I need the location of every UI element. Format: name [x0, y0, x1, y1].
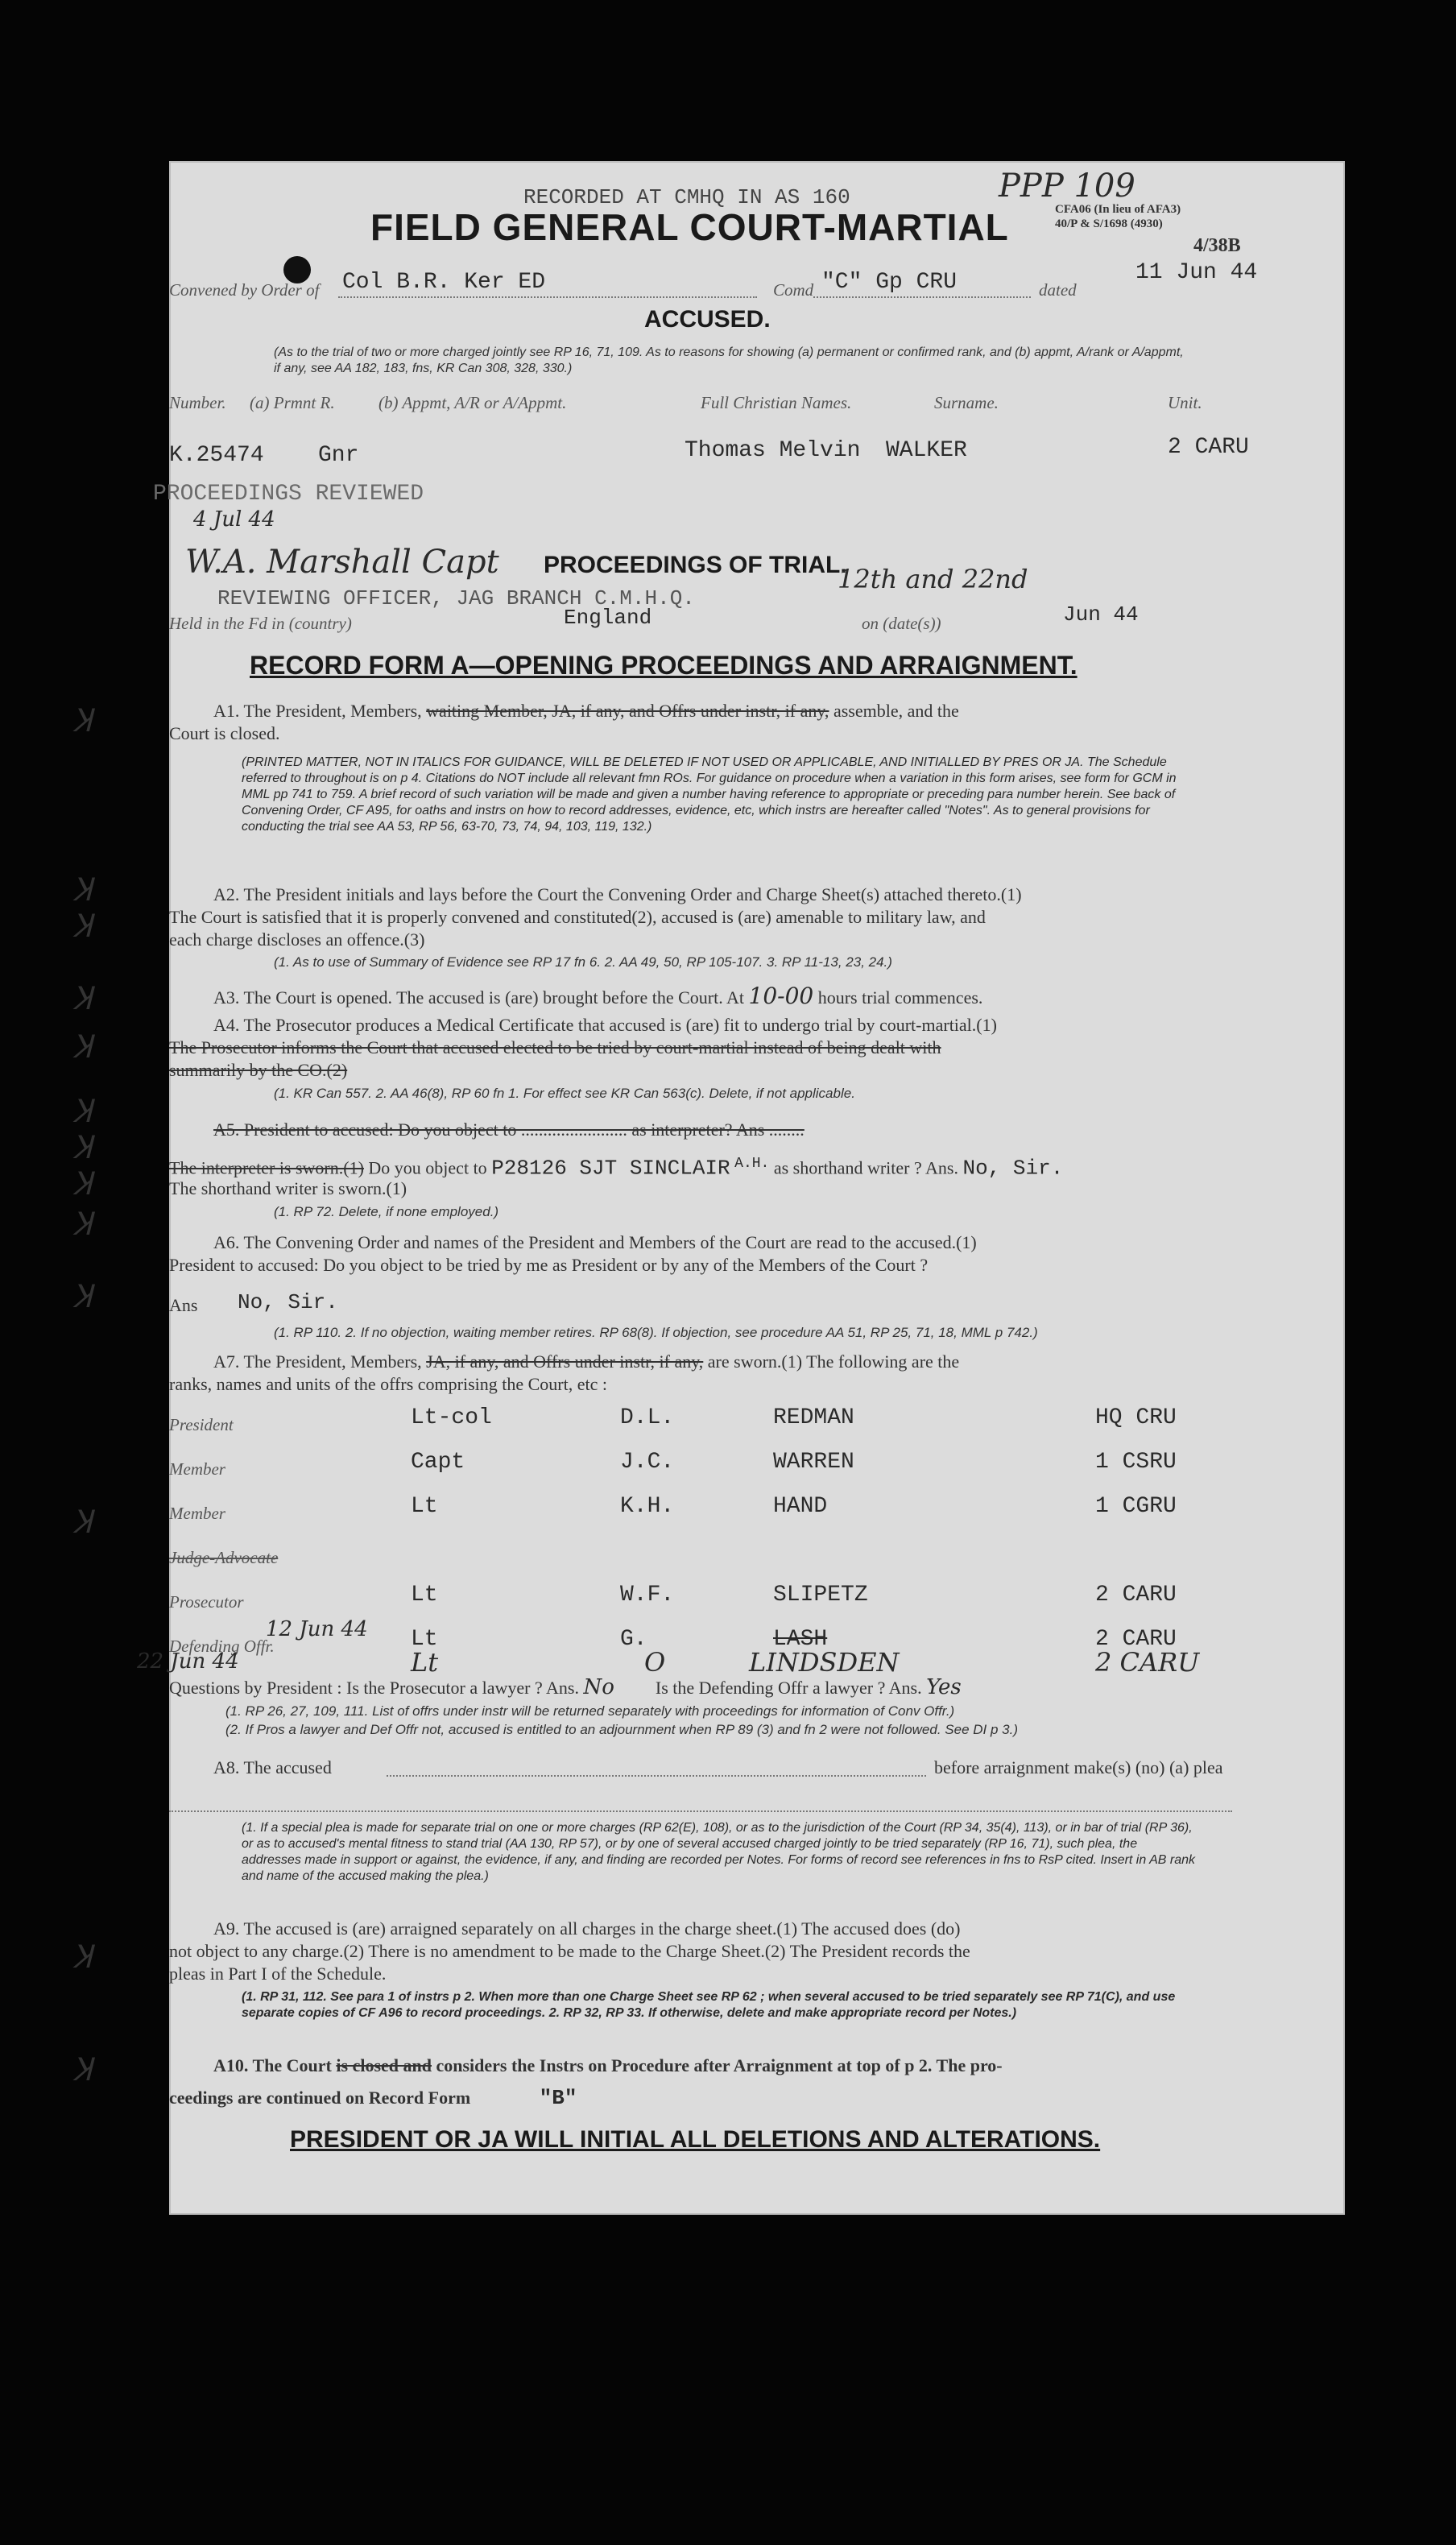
margin-mark: Ʞ [72, 1028, 93, 1066]
margin-mark: Ʞ [72, 1165, 93, 1202]
col-surname: Surname. [934, 393, 999, 412]
a1-line1: A1. The President, Members, waiting Member, JA, if any, and Offrs under instr, if any, assemble, and the [213, 701, 959, 721]
form-number: 4/38B [1193, 235, 1241, 256]
a8-dotline [387, 1775, 926, 1777]
review-date: 4 Jul 44 [193, 507, 275, 532]
form-title: FIELD GENERAL COURT-MARTIAL [370, 206, 1009, 248]
held-label: Held in the Fd in (country) [169, 614, 352, 633]
trial-start-time: 10-00 [748, 983, 814, 1009]
a2-line2: The Court is satisfied that it is properly convened and constituted(2), accused is (are) amenable to military law, and [169, 907, 986, 927]
prosecutor-lawyer-answer: No [583, 1675, 614, 1699]
a8-note: (1. If a special plea is made for separate trial on one or more charges (RP 62(E), 108), or as to the jurisdiction of the Court (RP 34, 35(4), 113), or in bar of trial (RP 36), or as to accused's mental fitness to stand trial (AA 130, RP 57), or by one of several accused charged jointly to be tried separately (RP 16, 71), such plea, the addresses made in support or against, the evidence, if any, and finding are recorded per Notes. For forms of record see references in fns to RsP cited. Insert in AB rank and name of the accused making the plea.) [242, 1821, 1196, 1883]
margin-mark: Ʞ [72, 1129, 93, 1166]
margin-mark: Ʞ [72, 1939, 93, 1976]
col-appmt: (b) Appmt, A/R or A/Appmt. [378, 393, 567, 412]
defending-amend-date: 12 Jun 44 [266, 1617, 368, 1641]
col-unit: Unit. [1168, 393, 1202, 412]
a8-line-post: before arraignment make(s) (no) (a) plea [934, 1757, 1223, 1777]
accused-heading: ACCUSED. [644, 306, 771, 333]
a4-line3: summarily by the CO.(2) [169, 1060, 348, 1080]
margin-mark: Ʞ [72, 1278, 93, 1315]
a10-line2: ceedings are continued on Record Form "B" [169, 2086, 577, 2110]
command: "C" Gp CRU [821, 270, 958, 295]
a10-line1: A10. The Court is closed and considers the Instrs on Procedure after Arraignment at top of p 2. The pro- [213, 2055, 1003, 2075]
amend-rank: Lt [411, 1647, 439, 1678]
on-label: on (date(s)) [862, 614, 941, 633]
col-names: Full Christian Names. [701, 393, 852, 412]
left-amend-date: 22 Jun 44 [137, 1649, 239, 1674]
amend-initials: O [644, 1647, 666, 1678]
a2-line1: A2. The President initials and lays before the Court the Convening Order and Charge Sheet(s) attached thereto.(1) [213, 884, 1022, 904]
a2-footnote: (1. As to use of Summary of Evidence see RP 17 fn 6. 2. AA 49, 50, RP 105-107. 3. RP 11-13, 23, 24.) [274, 954, 892, 970]
guidance-note: (PRINTED MATTER, NOT IN ITALICS FOR GUIDANCE, WILL BE DELETED IF NOT USED OR APPLICABLE, AND INITIALLED BY PRES OR JA. The Schedule referred to throughout is on p 4. Citations do NOT include all relevant fmn ROs. For guidance on procedure when a variation in this form arises, see form for GCM in MML pp 741 to 759. A brief record of such variation will be made and given a number having reference to appropriate or preceding para number herein. See back of Convening Order, CF A95, for oaths and instrs on how to record addresses, evidence, etc, which instrs are hereafter called "Notes". As to general provisions for conducting the trial see AA 53, RP 56, 63-70, 73, 74, 94, 103, 119, 132.) [242, 755, 1177, 834]
a8-line: A8. The accused [213, 1757, 332, 1777]
form-code: CFA06 (In lieu of AFA3) [1055, 203, 1181, 216]
lawyer-question-line: Questions by President : Is the Prosecutor a lawyer ? Ans. No Is the Defending Offr a lawyer ? Ans. Yes [169, 1675, 962, 1699]
convener-line [338, 296, 757, 298]
shorthand-writer: P28126 SJT SINCLAIR [491, 1156, 730, 1181]
a6-line2: President to accused: Do you object to be tried by me as President or by any of the Members of the Court ? [169, 1255, 929, 1275]
punch-hole [283, 256, 311, 283]
a6-ans-label: Ans [169, 1295, 198, 1315]
margin-mark: Ʞ [72, 871, 93, 908]
a7-line1: A7. The President, Members, JA, if any, and Offrs under instr, if any, are sworn.(1) The following are the [213, 1351, 960, 1372]
convened-label: Convened by Order of [169, 280, 320, 300]
defending-lawyer-answer: Yes [926, 1675, 962, 1699]
ppp-reference: PPP 109 [999, 168, 1135, 205]
a7-line2: ranks, names and units of the offrs comprising the Court, etc : [169, 1374, 607, 1394]
margin-mark: Ʞ [72, 1206, 93, 1243]
proceedings-heading: PROCEEDINGS OF TRIAL. [544, 552, 847, 578]
trial-date: Jun 44 [1063, 602, 1139, 627]
a5-line2: The interpreter is sworn.(1) Do you object to P28126 SJT SINCLAIR $^{A.H.}$ as shorthand writer ? Ans. No, Sir. [169, 1156, 1064, 1181]
accused-christian-names: Thomas Melvin [685, 438, 861, 463]
margin-mark: Ʞ [72, 908, 93, 945]
margin-mark: Ʞ [72, 980, 93, 1017]
reviewing-officer-stamp: REVIEWING OFFICER, JAG BRANCH C.M.H.Q. [217, 586, 695, 610]
a4-line1: A4. The Prosecutor produces a Medical Certificate that accused is (are) fit to undergo trial by court-martial.(1) [213, 1015, 997, 1035]
amend-unit: 2 CARU [1095, 1647, 1200, 1678]
a2-line3: each charge discloses an offence.(3) [169, 929, 425, 950]
shorthand-answer: No, Sir. [962, 1156, 1064, 1181]
accused-rank: Gnr [318, 443, 359, 468]
accused-number: K.25474 [169, 443, 264, 468]
margin-mark: Ʞ [72, 1504, 93, 1541]
a3-line: A3. The Court is opened. The accused is (are) brought before the Court. At 10-00 hours trial commences. [213, 983, 983, 1009]
shorthand-writer-initials: A.H. [734, 1156, 770, 1172]
a6-line1: A6. The Convening Order and names of the President and Members of the Court are read to the accused.(1) [213, 1232, 977, 1252]
form-code-2: 40/P & S/1698 (4930) [1055, 217, 1163, 230]
a8-dotline-2 [169, 1810, 1232, 1812]
a4-line2: The Prosecutor informs the Court that accused elected to be tried by court-martial instead of being dealt with [169, 1037, 941, 1057]
command-line [813, 296, 1031, 298]
margin-mark: Ʞ [72, 702, 93, 739]
footer-instruction: PRESIDENT OR JA WILL INITIAL ALL DELETIONS AND ALTERATIONS. [290, 2126, 1101, 2153]
a9-line2: not object to any charge.(2) There is no amendment to be made to the Charge Sheet.(2) The President records the [169, 1941, 970, 1961]
accused-surname: WALKER [886, 438, 967, 463]
continuation-form: "B" [539, 2086, 577, 2110]
court-martial-form: RECORDED AT CMHQ IN AS 160 PPP 109 FIELD GENERAL COURT-MARTIAL CFA06 (In lieu of AFA3) 40/P & S/1698 (4930) 4/38B Convened by Order of Col B.R. Ker ED Comd "C" Gp CRU dated 11 Jun 44 ACCUSED. (As to the trial of two or more charged jointly see RP 16, 71, 109. As to reasons for showing (a) permanent or confirmed rank, and (b) appmt, A/rank or A/appmt, if any, see AA 182, 183, fns, KR Can 308, 328, 330.) Number. (a) Prmnt R. (b) Appmt, A/R or A/Appmt. Full Christian Names. Surname. Unit. K.25474 Gnr Thomas Melvin WALKER 2 CARU PROCEEDINGS REVIEWED 4 Jul 44 W.A. Marshall Capt REVIEWING OFFICER, JAG BRANCH C.M.H.Q. PROCEEDINGS OF TRIAL. Held in the Fd in (country) England on (date(s)) 12th and 22nd Jun 44 RECORD FORM A—OPENING PROCEEDINGS AND ARRAIGNMENT. Ʞ Ʞ Ʞ Ʞ Ʞ Ʞ Ʞ Ʞ Ʞ Ʞ Ʞ Ʞ Ʞ A1. The President, Members, waiting Member, JA, if any, and Offrs under instr, if any, assemble, and the Court is closed. (PRINTED MATTER, NOT IN ITALICS FOR GUIDANCE, WILL BE DELETED IF NOT USED OR APPLICABLE, AND INITIALLED BY PRES OR JA. The Schedule referred to throughout is on p 4. Citations do NOT include all relevant fmn ROs. For guidance on procedure when a variation in this form arises, see form for GCM in MML pp 741 to 759. A brief record of such variation will be made and given a number having reference to appropriate or preceding para number herein. See back of Convening Order, CF A95, for oaths and instrs on how to record addresses, evidence, etc, which instrs are hereafter called "Notes". As to general provisions for conducting the trial see AA 53, RP 56, 63-70, 73, 74, 94, 103, 119, 132.) A2. The President initials and lays before the Court the Convening Order and Charge Sheet(s) attached thereto.(1) The Court is satisfied that it is properly convened and constituted(2), accused is (are) amenable to military law, and each charge discloses an offence.(3) (1. As to use of Summary of Evidence see RP 17 fn 6. 2. AA 49, 50, RP 105-107. 3. RP 11-13, 23, 24.) A3. The Court is opened. The accused is (are) brought before the Court. At 10-00 hours trial commences. A4. The Prosecutor produces a Medical Certificate that accused is (are) fit to undergo trial by court-martial.(1) The Prosecutor informs the Court that accused elected to be tried by court-martial instead of being dealt with summarily by the CO.(2) (1. KR Can 557. 2. AA 46(8), RP 60 fn 1. For effect see KR Can 563(c). Delete, if not applicable. A5. President to accused: Do you object to ........................ as interpreter? Ans ........ The interpreter is sworn.(1) Do you object to P28126 SJT SINCLAIR $^{A.H.}$ as shorthand writer ? Ans. No, Sir. The shorthand writer is sworn.(1) (1. RP 72. Delete, if none employed.) A6. The Convening Order and names of the President and Members of the Court are read to the accused.(1) President to accused: Do you object to be tried by me as President or by any of the Members of the Court ? Ans No, Sir. (1. RP 110. 2. If no objection, waiting member retires. RP 68(8). If objection, see procedure AA 51, RP 25, 71, 18, MML p 742.) A7. The President, Members, JA, if any, and Offrs under instr, if any, are sworn.(1) The following are the ranks, names and units of the offrs comprising the Court, etc : President Lt-col D.L. REDMAN HQ CRU Member Capt J.C. WARREN 1 CSRU Member Lt K.H. HAND 1 CGRU Judge-Advocate Prosecutor Lt W.F. SLIPETZ 2 CARU Defending Offr. Lt G. LASH 2 CARU 12 Jun 44 22 Jun 44 Lt O LINDSDEN 2 CARU Questions by President : Is the Prosecutor a lawyer ? Ans. No Is the Defending Offr a lawyer ? Ans. Yes (1. RP 26, 27, 109, 111. List of offrs under instr will be returned separately with proceedings for information of Conv Offr.) (2. If Pros a lawyer and Def Offr not, accused is entitled to an adjournment when RP 89 (3) and fn 2 were not followed. See DI p 3.) A8. The accused before arraignment make(s) (no) (a) plea (1. If a special plea is made for separate trial on one or more charges (RP 62(E), 108), or as to the jurisdiction of the Court (RP 34, 35(4), 113), or in bar of trial (RP 36), or as to accused's mental fitness to stand trial (AA 130, RP 57), or by one of several accused charged jointly to be tried separately (RP 16, 71), such plea, the addresses made in support or against, the evidence, if any, and finding are recorded per Notes. For forms of record see references in fns to RsP cited. Insert in AB rank and name of the accused making the plea.) A9. The accused is (are) arraigned separately on all charges in the charge sheet.(1) The accused does (do) not object to any charge.(2) There is no amendment to be made to the Charge Sheet.(2) The President records the pleas in Part I of the Schedule. (1. RP 31, 112. See para 1 of instrs p 2. When more than one Charge Sheet see RP 62 ; when several accused to be tried separately see RP 71(C), and use separate copies of CF A96 to record proceedings. 2. RP 32, RP 33. If otherwise, delete and make appropriate record per Notes.) A10. The Court is closed and considers the Instrs on Procedure after Arraignment at top of p 2. The pro- ceedings are continued on Record Form "B" PRESIDENT OR JA WILL INITIAL ALL DELETIONS AND ALTERATIONS. [169, 161, 1345, 2215]
a5-footnote: (1. RP 72. Delete, if none employed.) [274, 1204, 499, 1219]
accused-unit: 2 CARU [1168, 435, 1249, 460]
a9-footnote: (1. RP 31, 112. See para 1 of instrs p 2. When more than one Charge Sheet see RP 62 ; when several accused to be tried separately see RP 71(C), and use separate copies of CF A96 to record proceedings. 2. RP 32, RP 33. If otherwise, delete and make appropriate record per Notes.) [242, 1990, 1176, 2020]
a1-line2: Court is closed. [169, 723, 280, 743]
a9-line1: A9. The accused is (are) arraigned separately on all charges in the charge sheet.(1) The accused does (do) [213, 1918, 961, 1939]
comd-label: Comd [773, 280, 814, 300]
a9-line3: pleas in Part I of the Schedule. [169, 1964, 387, 1984]
recorded-stamp: RECORDED AT CMHQ IN AS 160 [523, 185, 850, 209]
a5-line3: The shorthand writer is sworn.(1) [169, 1178, 407, 1198]
convener: Col B.R. Ker ED [342, 270, 546, 295]
col-number: Number. [169, 393, 226, 412]
reviewer-signature: W.A. Marshall Capt [185, 544, 499, 581]
a6-footnote: (1. RP 110. 2. If no objection, waiting member retires. RP 68(8). If objection, see procedure AA 51, RP 25, 71, 18, MML p 742.) [274, 1325, 1038, 1340]
accused-note: (As to the trial of two or more charged jointly see RP 16, 71, 109. As to reasons for showing (a) permanent or confirmed rank, and (b) appmt, A/rank or A/appmt, if any, see AA 182, 183, fns, KR Can 308, 328, 330.) [274, 346, 1184, 375]
a5-line1: A5. President to accused: Do you object to ........................ as interpreter? Ans ........ [213, 1119, 805, 1140]
dated-label: dated [1039, 280, 1077, 300]
a4-footnote: (1. KR Can 557. 2. AA 46(8), RP 60 fn 1. For effect see KR Can 563(c). Delete, if not applicable. [274, 1086, 855, 1101]
convening-date: 11 Jun 44 [1135, 260, 1258, 285]
trial-dates-hand: 12th and 22nd [838, 564, 1028, 594]
margin-mark: Ʞ [72, 2051, 93, 2088]
record-form-heading: RECORD FORM A—OPENING PROCEEDINGS AND ARRAIGNMENT. [250, 651, 1078, 680]
lawyer-footnote-2: (2. If Pros a lawyer and Def Offr not, accused is entitled to an adjournment when RP 89 (3) and fn 2 were not followed. See DI p 3.) [225, 1722, 1018, 1737]
a6-answer: No, Sir. [238, 1290, 338, 1314]
reviewed-stamp: PROCEEDINGS REVIEWED [153, 482, 424, 507]
amend-name: LINDSDEN [749, 1647, 900, 1678]
lawyer-footnote-1: (1. RP 26, 27, 109, 111. List of offrs under instr will be returned separately with proceedings for information of Conv Offr.) [225, 1703, 955, 1719]
margin-mark: Ʞ [72, 1093, 93, 1130]
country: England [564, 606, 652, 630]
col-prmnt: (a) Prmnt R. [250, 393, 335, 412]
